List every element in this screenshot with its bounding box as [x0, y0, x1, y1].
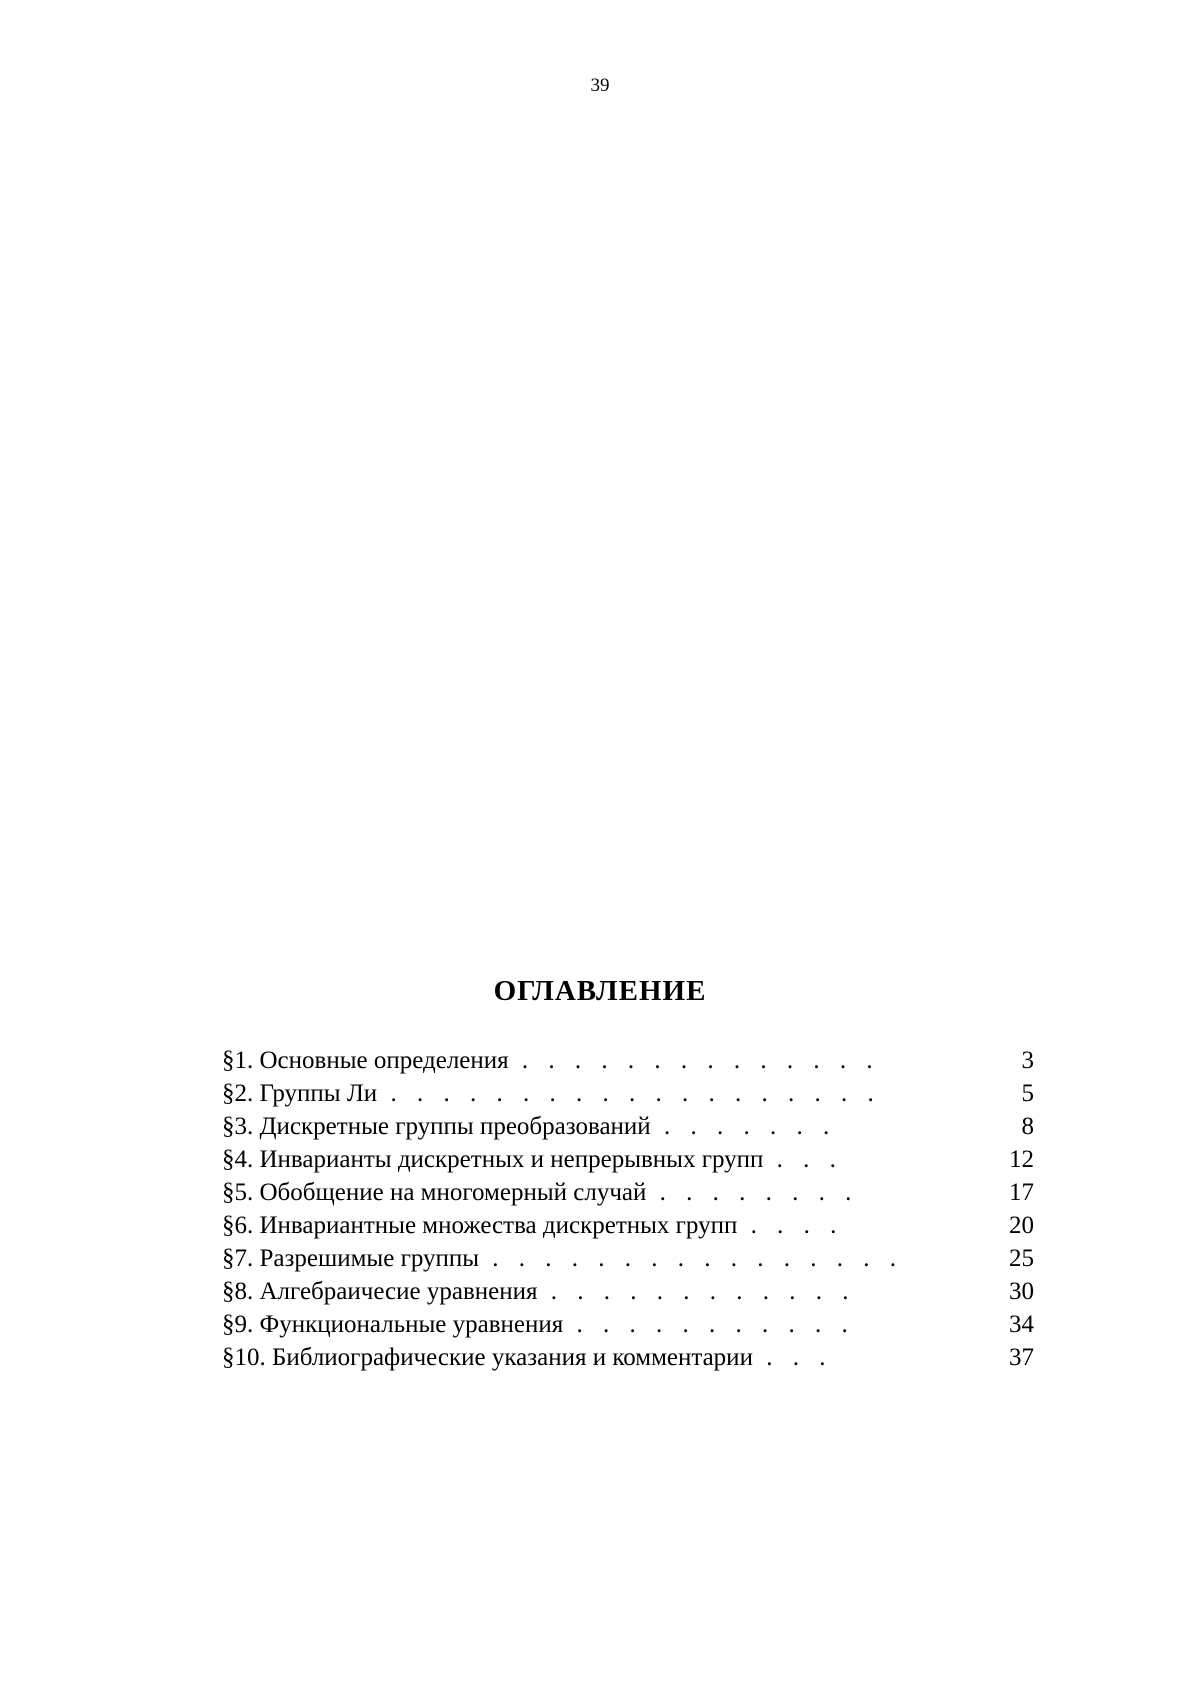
- toc-dot-leader: . . . . . . . . . . . .: [537, 1278, 856, 1305]
- toc-entry-label: §2. Группы Ли: [222, 1080, 378, 1107]
- toc-entry-title: [222, 1341, 832, 1374]
- toc-dot-leader: . . . . . . . . . . . . . .: [508, 1047, 880, 1074]
- toc-entry-10: [222, 1341, 1034, 1374]
- toc-entry-3: [222, 1110, 1034, 1143]
- toc-entry-5: [222, 1176, 1034, 1209]
- toc-dot-leader: . . .: [752, 1344, 833, 1371]
- toc-entry-title: [222, 1308, 855, 1341]
- toc-page-number: 37: [1009, 1344, 1034, 1371]
- toc-entry-1: [222, 1044, 1034, 1077]
- table-of-contents: [222, 1044, 1034, 1374]
- toc-entry-title: [222, 1044, 880, 1077]
- toc-entry-label: §1. Основные определения: [222, 1047, 509, 1074]
- toc-entry-label: §7. Разрешимые группы: [222, 1245, 480, 1272]
- toc-entry-title: [222, 1110, 836, 1143]
- toc-entry-label: §4. Инварианты дискретных и непрерывных групп: [222, 1146, 764, 1173]
- toc-page-number: 20: [1009, 1212, 1034, 1239]
- toc-entry-label: §8. Алгебраичесие уравнения: [222, 1278, 538, 1305]
- toc-entry-9: [222, 1308, 1034, 1341]
- toc-dot-leader: . . . . . . . . . . . . . . . . . . .: [377, 1080, 881, 1107]
- toc-entry-title: [222, 1176, 858, 1209]
- page-number: 39: [590, 75, 610, 96]
- toc-entry-title: [222, 1077, 881, 1110]
- toc-dot-leader: . . . . . . . . . . . . . . . .: [479, 1245, 904, 1272]
- toc-page-number: 17: [1009, 1179, 1034, 1206]
- toc-entry-label: §9. Функциональные уравнения: [222, 1311, 564, 1338]
- toc-dot-leader: . . . . . . . . . . .: [563, 1311, 855, 1338]
- toc-entry-title: [222, 1242, 903, 1275]
- toc-entry-8: [222, 1275, 1034, 1308]
- toc-entry-title: [222, 1209, 843, 1242]
- toc-entry-label: §10. Библиографические указания и комментарии: [222, 1344, 753, 1371]
- toc-dot-leader: . . .: [763, 1146, 843, 1173]
- toc-entry-6: [222, 1209, 1034, 1242]
- toc-entry-title: [222, 1275, 856, 1308]
- toc-entry-4: [222, 1143, 1034, 1176]
- toc-page-number: 3: [1021, 1047, 1034, 1074]
- toc-page-number: 30: [1009, 1278, 1034, 1305]
- toc-dot-leader: . . . . . . .: [650, 1113, 837, 1140]
- toc-entry-label: §6. Инвариантные множества дискретных групп: [222, 1212, 738, 1239]
- toc-page-number: 34: [1009, 1311, 1034, 1338]
- toc-dot-leader: . . . .: [737, 1212, 844, 1239]
- toc-entry-label: §5. Обобщение на многомерный случай: [222, 1179, 647, 1206]
- toc-dot-leader: . . . . . . . .: [646, 1179, 859, 1206]
- toc-page-number: 5: [1021, 1080, 1034, 1107]
- toc-page-number: 12: [1009, 1146, 1034, 1173]
- toc-page-number: 25: [1009, 1245, 1034, 1272]
- toc-entry-7: [222, 1242, 1034, 1275]
- toc-entry-2: [222, 1077, 1034, 1110]
- toc-title: ОГЛАВЛЕНИЕ: [493, 975, 707, 1007]
- toc-page-number: 8: [1021, 1113, 1034, 1140]
- toc-entry-title: [222, 1143, 843, 1176]
- toc-entry-label: §3. Дискретные группы преобразований: [222, 1113, 651, 1140]
